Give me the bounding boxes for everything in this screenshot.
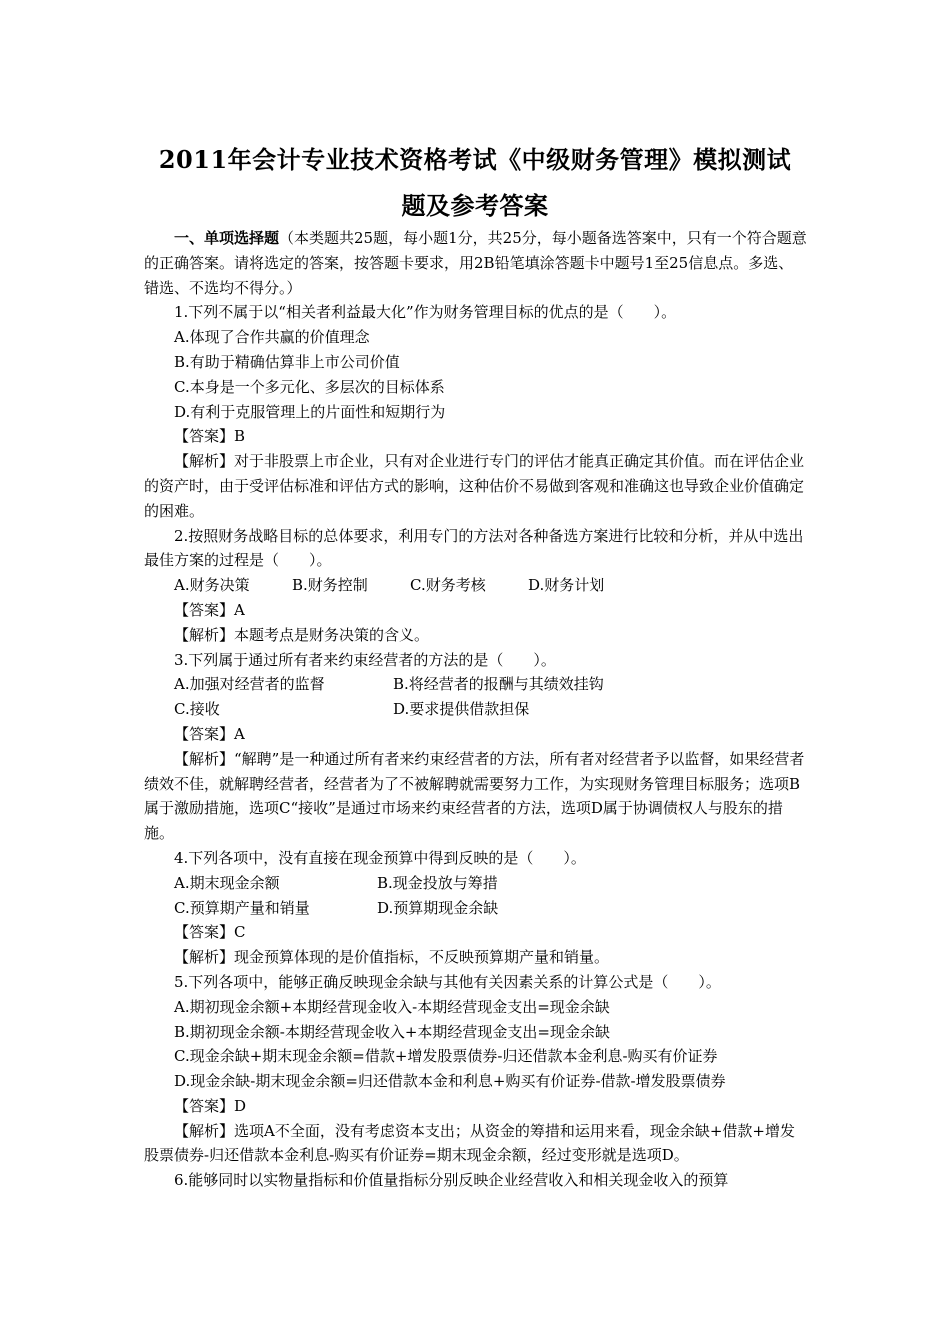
option-row — [144, 573, 808, 598]
option: B.将经营者的报酬与其绩效挂钩 — [393, 675, 604, 694]
option: A.加强对经营者的监督 — [174, 675, 325, 694]
option-row — [144, 896, 808, 921]
option: C.预算期产量和销量 — [174, 898, 310, 917]
answer: 【答案】C — [174, 923, 246, 942]
answer: 【答案】D — [174, 1096, 247, 1115]
option: D.现金余缺-期末现金余额=归还借款本金和利息+购买有价证券-借款-增发股票债券 — [174, 1072, 726, 1091]
analysis: 【解析】对于非股票上市企业，只有对企业进行专门的评估才能真正确定其价值。而在评估企业的资产时，由于受评估标准和评估方式的影响，这种估价不易做到客观和准确这也导致企业价值确定的困难。 — [144, 452, 805, 520]
option: B.有助于精确估算非上市公司价值 — [174, 352, 400, 371]
answer: 【答案】A — [174, 600, 245, 619]
option-row — [144, 871, 808, 896]
document-title-line2: 题及参考答案 — [401, 191, 549, 220]
section-intro — [144, 226, 808, 300]
question-stem: 6.能够同时以实物量指标和价值量指标分别反映企业经营收入和相关现金收入的预算 — [174, 1171, 729, 1190]
option: C.接收 — [174, 700, 220, 719]
option: A.期初现金余额+本期经营现金收入-本期经营现金支出=现金余缺 — [174, 997, 610, 1016]
analysis: 【解析】选项A不全面，没有考虑资本支出；从资金的筹措和运用来看，现金余缺+借款+增发股票债券-归还借款本金利息-购买有价证券=期末现金余额，经过变形就是选项D。 — [144, 1121, 795, 1165]
question-stem: 4.下列各项中，没有直接在现金预算中得到反映的是（ ）。 — [174, 848, 586, 867]
option: C.本身是一个多元化、多层次的目标体系 — [174, 377, 445, 396]
option: D.有利于克服管理上的片面性和短期行为 — [174, 402, 446, 421]
question-stem: 5.下列各项中，能够正确反映现金余缺与其他有关因素关系的计算公式是（ ）。 — [174, 972, 721, 991]
document-title-line1: 2011年会计专业技术资格考试《中级财务管理》模拟测试 — [158, 145, 792, 174]
question-stem: 2.按照财务战略目标的总体要求，利用专门的方法对各种备选方案进行比较和分析，并从中选出最佳方案的过程是（ ）。 — [144, 526, 804, 570]
analysis: 【解析】本题考点是财务决策的含义。 — [174, 625, 430, 644]
option: C.财务考核 — [410, 576, 486, 595]
option: A.财务决策 — [174, 576, 250, 595]
analysis: 【解析】“解聘”是一种通过所有者来约束经营者的方法，所有者对经营者予以监督，如果经营者绩效不佳，就解聘经营者，经营者为了不被解聘就需要努力工作，为实现财务管理目标服务；选项B属于激励措施，选项C“接收”是通过市场来约束经营者的方法，选项D属于协调债权人与股东的措施。 — [144, 749, 805, 843]
section-instructions: （本类题共25题，每小题1分，共25分，每小题备选答案中，只有一个符合题意的正确答案。请将选定的答案，按答题卡要求，用2B铅笔填涂答题卡中题号1至25信息点。多选、错选、不选均不得分。） — [144, 229, 807, 297]
document-body — [144, 226, 808, 1193]
section-heading: 一、单项选择题 — [174, 229, 280, 247]
option: B.期初现金余额-本期经营现金收入+本期经营现金支出=现金余缺 — [174, 1022, 610, 1041]
question-stem: 1.下列不属于以“相关者利益最大化”作为财务管理目标的优点的是（ ）。 — [174, 303, 677, 322]
option: D.财务计划 — [528, 576, 605, 595]
answer: 【答案】A — [174, 724, 245, 743]
option-row — [144, 672, 808, 697]
option: D.预算期现金余缺 — [377, 898, 499, 917]
option: A.期末现金余额 — [174, 873, 280, 892]
option: B.现金投放与筹措 — [377, 873, 498, 892]
option: D.要求提供借款担保 — [393, 700, 530, 719]
option: A.体现了合作共赢的价值理念 — [174, 328, 370, 347]
option: C.现金余缺+期末现金余额=借款+增发股票债券-归还借款本金利息-购买有价证券 — [174, 1047, 718, 1066]
analysis: 【解析】现金预算体现的是价值指标，不反映预算期产量和销量。 — [174, 948, 610, 967]
question-stem: 3.下列属于通过所有者来约束经营者的方法的是（ ）。 — [174, 650, 556, 669]
option: B.财务控制 — [292, 576, 368, 595]
answer: 【答案】B — [174, 427, 246, 446]
option-row — [144, 697, 808, 722]
